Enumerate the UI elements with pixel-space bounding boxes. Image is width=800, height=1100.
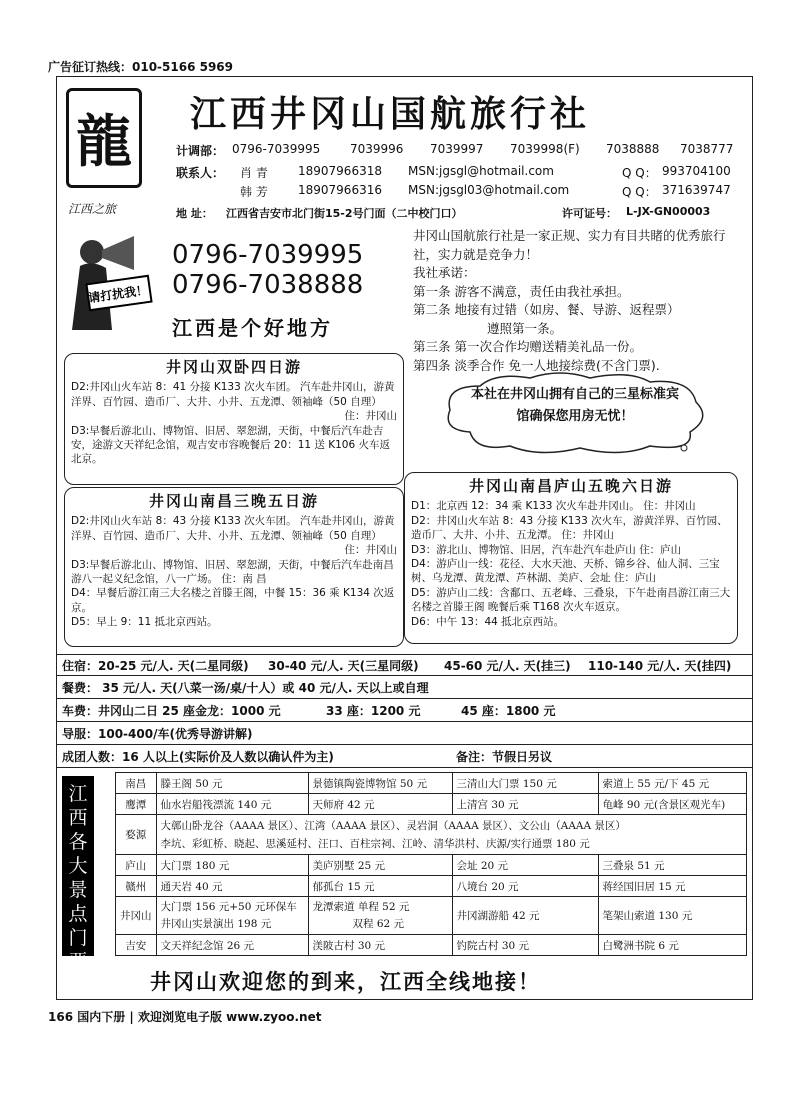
- agency-title: 江西井冈山国航旅行社: [190, 93, 591, 135]
- vehicle-price: 45 座：1800 元: [461, 704, 556, 718]
- intro-line: 遵照第一条。: [487, 320, 563, 336]
- vehicle-price: 33 座：1200 元: [326, 704, 421, 718]
- ticket-cell: 龟峰 90 元(含景区观光车): [598, 794, 746, 815]
- table-row: [116, 876, 747, 897]
- phone-1: 0796-7039995: [232, 142, 321, 156]
- group-size: 成团人数：16 人以上(实际价及人数以确认件为主): [62, 750, 334, 764]
- phone-3: 7039997: [430, 142, 484, 156]
- ticket-cell: 通天岩 40 元: [156, 876, 308, 897]
- group-note: 备注：节假日另议: [456, 750, 553, 764]
- qq-label: Q Q：: [622, 185, 657, 199]
- tour-line: D2:井冈山火车站 8：41 分接 K133 次火车团。 汽车赴井冈山，游黄洋界、百竹园、造币厂、大井、小井、五龙潭、领袖峰（50 自理）: [71, 381, 395, 408]
- tour-box: [64, 487, 404, 647]
- ticket-cell: 三清山大门票 150 元: [452, 773, 598, 794]
- promo-phone-1: 0796-7039995: [172, 240, 364, 270]
- license-label: 许可证号：: [562, 207, 617, 220]
- region-cell: 赣州: [116, 876, 157, 897]
- tour-line: D5：早上 9：11 抵北京西站。: [71, 616, 218, 629]
- region-cell: 庐山: [116, 855, 157, 876]
- ticket-cell: 钓院古村 30 元: [452, 935, 598, 956]
- ticket-cell: 蒋经国旧居 15 元: [598, 876, 746, 897]
- qq-label: Q Q：: [622, 166, 657, 180]
- ticket-line: 大鄣山卧龙谷（AAAA 景区）、江湾（AAAA 景区）、灵岩洞（AAAA 景区）、文公山（AAAA 景区）: [160, 819, 626, 832]
- ticket-cell: 三叠泉 51 元: [598, 855, 746, 876]
- cost-lodging: [56, 654, 753, 676]
- phone-6: 7038777: [680, 142, 734, 156]
- table-row: [116, 855, 747, 876]
- ticket-line: 井冈山实景演出 198 元: [160, 917, 272, 930]
- tour-line: D3:早餐后游北山、博物馆、旧居、翠恕湖，天街，中餐后汽车赴吉安，途游文天祥纪念馆，观吉安市容晚餐后 20：11 送 K106 火车返北京。: [71, 424, 390, 466]
- ticket-cell: 八境台 20 元: [452, 876, 598, 897]
- tour-line: D5：游庐山二线：含鄱口、五老峰、三叠泉，下午赴南昌游江南三大名楼之首滕王阁 晚餐后乘 T168 次火车返京。: [411, 586, 731, 614]
- ticket-line: 李坑、彩虹桥、晓起、思溪延村、汪口、百柱宗祠、江岭、清华洪村、庆源/实行通票 180 元: [160, 837, 590, 850]
- table-row: [116, 794, 747, 815]
- contact-name: 肖 青: [240, 166, 268, 180]
- region-cell: 南昌: [116, 773, 157, 794]
- tour-line: D3：游北山、博物馆、旧居，汽车赴汽车赴庐山 住：庐山: [411, 543, 682, 556]
- ticket-cell: 笔架山索道 130 元: [598, 897, 746, 935]
- ticket-cell: 会址 20 元: [452, 855, 598, 876]
- phone-2: 7039996: [350, 142, 404, 156]
- agency-intro: [413, 227, 743, 375]
- tour-title: 井冈山南昌庐山五晚六日游: [468, 477, 673, 495]
- table-row: [116, 773, 747, 794]
- table-row: [116, 815, 747, 855]
- tour-line: D3:早餐后游北山、博物馆、旧居、翠恕湖，天街，中餐后汽车赴南昌游八一起义纪念馆，八一广场。 住：南 昌: [71, 558, 394, 586]
- ticket-cell: 井冈湖游船 42 元: [452, 897, 598, 935]
- logo-caption: 江西之旅: [68, 202, 117, 216]
- contact-msn: MSN:jgsgl@hotmail.com: [408, 164, 554, 178]
- phone-5: 7038888: [606, 142, 660, 156]
- contact-name: 韩 芳: [240, 185, 268, 199]
- license-number: L-JX-GN00003: [626, 205, 711, 218]
- tour-title: 井冈山双卧四日游: [165, 358, 302, 376]
- tour-box: [404, 472, 738, 644]
- intro-line: 第四条 淡季合作 免一人地接综费(不含门票).: [413, 357, 660, 373]
- ticket-cell: 白鹭洲书院 6 元: [598, 935, 746, 956]
- promo-badge-text: 请打扰我！: [87, 283, 149, 306]
- table-row: [116, 935, 747, 956]
- contact-mobile: 18907966316: [298, 183, 382, 197]
- tickets-title-text: 江西各大景点门票: [68, 783, 88, 973]
- intro-line: 第一条 游客不满意，责任由我社承担。: [413, 283, 630, 299]
- vehicle-price: 车费：井冈山二日 25 座金龙：1000 元: [62, 704, 281, 718]
- cost-meals: [56, 677, 753, 699]
- tour-line: 住：井冈山: [344, 544, 397, 557]
- meals-price: 餐费： 35 元/人. 天(八菜一汤/桌/十人）或 40 元/人. 天以上或自理: [62, 681, 429, 695]
- cloud-callout: [440, 372, 710, 454]
- cost-group: [56, 746, 753, 768]
- tour-line: D2：井冈山火车站 8：43 分接 K133 次火车，游黄洋界、百竹园、造币厂、大井、小井、五龙潭。 住：井冈山: [411, 514, 728, 542]
- contact-msn: MSN:jgsgl03@hotmail.com: [408, 183, 570, 197]
- tour-line: D4：游庐山一线：花径、大水天池、天桥、锦乡谷、仙人洞、三宝树、乌龙潭、黄龙潭、芦林湖、美庐、会址 住：庐山: [411, 558, 720, 585]
- ticket-cell: 滕王阁 50 元: [156, 773, 308, 794]
- region-cell: 婺源: [116, 815, 157, 855]
- tour-line: D2:井冈山火车站 8：43 分接 K133 次火车团。 汽车赴井冈山，游黄洋界、百竹园、造币厂、大井、小井、五龙潭、领袖峰（50 自理）: [71, 515, 395, 542]
- ticket-cell: [156, 897, 308, 935]
- intro-line: 第二条 地接有过错（如房、餐、导游、返程票）: [413, 302, 680, 317]
- megaphone-man-icon: [62, 230, 162, 340]
- ticket-cell: 郁孤台 15 元: [308, 876, 452, 897]
- page-footer: 166 国内下册 | 欢迎浏览电子版 www.zyoo.net: [48, 1010, 322, 1024]
- tour-title: 井冈山南昌三晚五日游: [148, 492, 319, 510]
- ad-hotline: 广告征订热线：010-5166 5969: [48, 60, 234, 74]
- tour-line: D4：早餐后游江南三大名楼之首滕王阁，中餐 15：36 乘 K134 次返京。: [71, 587, 395, 614]
- contact-qq: 371639747: [662, 183, 731, 197]
- ticket-cell: 上清宫 30 元: [452, 794, 598, 815]
- region-cell: 井冈山: [116, 897, 157, 935]
- lodging-price: 30-40 元/人. 天(三星同级): [268, 659, 419, 673]
- dispatch-label: 计调部：: [176, 144, 225, 158]
- ticket-cell: 景德镇陶瓷博物馆 50 元: [308, 773, 452, 794]
- ticket-cell: 天师府 42 元: [308, 794, 452, 815]
- ticket-line: 双程 62 元: [352, 917, 405, 930]
- contact-qq: 993704100: [662, 164, 731, 178]
- ticket-cell: 仙水岩船筏漂流 140 元: [156, 794, 308, 815]
- region-cell: 鹰潭: [116, 794, 157, 815]
- contact-label: 联系人：: [176, 166, 225, 180]
- tour-line: D6：中午 13：44 抵北京西站。: [411, 615, 565, 628]
- phone-4: 7039998(F): [510, 142, 580, 156]
- lodging-price: 45-60 元/人. 天(挂三): [444, 659, 571, 673]
- ticket-cell: 索道上 55 元/下 45 元: [598, 773, 746, 794]
- cost-guide: [56, 723, 753, 745]
- intro-line: 我社承诺：: [413, 265, 476, 280]
- address-text: 江西省吉安市北门街15-2号门面（二中校门口）: [226, 207, 463, 220]
- lodging-price: 110-140 元/人. 天(挂四): [588, 659, 732, 673]
- ticket-cell: [308, 897, 452, 935]
- welcome-slogan: 井冈山欢迎您的到来，江西全线地接！: [150, 969, 541, 994]
- ticket-price-table: [115, 772, 747, 956]
- intro-line: 第三条 第一次合作均赠送精美礼品一份。: [413, 339, 642, 354]
- tour-box: [64, 353, 404, 485]
- ticket-line: 大门票 156 元+50 元环保车: [160, 900, 297, 913]
- cost-vehicle: [56, 700, 753, 722]
- intro-line: 井冈山国航旅行社是一家正规、实力有目共睹的优秀旅行社，实力就是竞争力！: [413, 228, 726, 262]
- promo-slogan: 江西是个好地方: [172, 316, 333, 340]
- tour-line: D1：北京西 12：34 乘 K133 次火车赴井冈山。 住：井冈山: [411, 500, 696, 513]
- ticket-cell: 大门票 180 元: [156, 855, 308, 876]
- address-label: 地 址：: [176, 207, 213, 220]
- dragon-seal-logo: 龍: [66, 88, 142, 188]
- ticket-cell: 渼陂古村 30 元: [308, 935, 452, 956]
- promo-phone-2: 0796-7038888: [172, 270, 364, 300]
- ticket-cell-wide: [156, 815, 746, 855]
- contact-mobile: 18907966318: [298, 164, 382, 178]
- ticket-cell: 美庐别墅 25 元: [308, 855, 452, 876]
- tickets-vertical-title: [62, 776, 94, 973]
- ticket-line: 龙潭索道 单程 52 元: [312, 900, 410, 913]
- table-row: [116, 897, 747, 935]
- lodging-price: 住宿：20-25 元/人. 天(二星同级): [62, 659, 249, 673]
- ticket-cell: 文天祥纪念馆 26 元: [156, 935, 308, 956]
- tour-line: 住：井冈山: [344, 410, 397, 423]
- guide-price: 导服：100-400/车(优秀导游讲解): [62, 727, 253, 741]
- cloud-text: 本社在井冈山拥有自己的三星标准宾馆确保您用房无忧！: [470, 387, 679, 424]
- region-cell: 吉安: [116, 935, 157, 956]
